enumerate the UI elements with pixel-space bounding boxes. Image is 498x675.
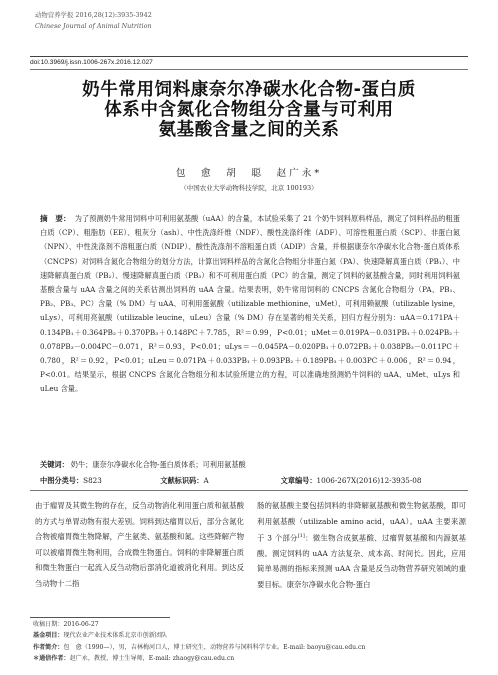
abstract bbox=[40, 212, 460, 397]
body-rule bbox=[30, 490, 468, 491]
fund-label: 基金项目： bbox=[33, 632, 64, 640]
footnote-rule bbox=[30, 617, 170, 618]
abstract-label: 摘 要： bbox=[40, 214, 71, 223]
citation-ref[interactable]: [1] bbox=[297, 533, 305, 539]
title-line-3: 氨基酸含量之间的关系 bbox=[158, 120, 340, 140]
journal-name-en: Chinese Journal of Animal Nutrition bbox=[35, 22, 152, 30]
author-list: 包 愈 胡 聪 赵广永* bbox=[175, 168, 323, 179]
header-rule bbox=[30, 56, 468, 57]
author-bio-text: 包 愈（1990—），男，吉林梅河口人，博士研究生，动物营养与饲料科学专业。E-mail: baoyu@cau.edu.cn bbox=[63, 643, 366, 651]
body-column-left bbox=[35, 498, 244, 591]
keywords-label: 关键词： bbox=[40, 460, 69, 469]
article-no-value: 1006-267X(2016)12-3935-08 bbox=[316, 476, 422, 485]
corresponding-label: ＊通信作者： bbox=[33, 654, 70, 662]
title-line-2: 体系中含氮化合物组分含量与可利用 bbox=[104, 100, 394, 120]
journal-name-cn: 动物营养学报 2016,28(12):3935-3942 bbox=[35, 11, 152, 19]
article-no-label: 文章编号： bbox=[280, 476, 317, 485]
doc-code-label: 文献标识码： bbox=[160, 476, 204, 485]
abstract-text: 为了预测奶牛常用饲料中可利用氨基酸（uAA）的含量，本试验采集了 21 个奶牛饲料原料样品，测定了饲料样品的粗蛋白质（CP）、粗脂肪（EE）、粗灰分（ash）、中性洗涤纤维（NDF）、酸性洗涤纤维（ADF）、可溶性粗蛋白质（SCP）、非蛋白氮（NPN）、中性洗涤剂不溶粗蛋白质（NDIP）、酸性洗涤剂不溶粗蛋白质（ADIP）含量，并根据康奈尔净碳水化合物-蛋白质体系（CNCPS）对饲料含氮化合物组分的划分方法，计算出饲料样品的含氮化合物组分非蛋白氮（PA）、快速降解真蛋白质（PB₁）、中速降解真蛋白质（PB₂）、慢速降解真蛋白质（PB₃）和不可利用蛋白质（PC）的含量，测定了饲料的氨基酸含量，同时利用饲料氨基酸含量与 uAA 含量之间的关系估测出饲料的 uAA 含量。结果表明，奶牛常用饲料的 CNCPS 含氮化合物组分（PA、PB₁、PB₂、PB₃、PC）含量（% DM）与 uAA、可利用蛋氨酸（utilizable methionine，uMet）、可利用赖氨酸（utilizable lysine，uLys）、可利用亮氨酸（utilizable leucine，uLeu）含量（% DM）存在显著的相关关系，回归方程分别为：uAA＝0.171PA＋0.134PB₁＋0.364PB₂＋0.370PB₃＋0.148PC＋7.785，R²＝0.99，P<0.01；uMet＝0.019PA－0.031PB₁＋0.024PB₂＋0.078PB₃－0.004PC－0.071，R²＝0.93，P<0.01；uLys＝－0.045PA－0.020PB₁＋0.072PB₂＋0.038PB₃－0.011PC＋0.780，R²＝0.92，P<0.01；uLeu＝0.071PA＋0.033PB₁＋0.093PB₂＋0.189PB₃＋0.003PC＋0.006，R²＝0.94，P<0.01。结果显示，根据 CNCPS 含氮化合物组分和本试验所建立的方程，可以准确地预测奶牛饲料的 uAA、uMet、uLys 和 uLeu 含量。 bbox=[40, 214, 460, 394]
title-line-1: 奶牛常用饲料康奈尔净碳水化合物-蛋白质 bbox=[82, 80, 416, 100]
body-text-left: 由于瘤胃及其微生物的存在，反刍动物消化利用蛋白质和氨基酸的方式与单胃动物有很大差别。饲料到达瘤胃以后，部分含氮化合物被瘤胃微生物降解，产生氨类、氨基酸和氮。这些降解产物可以被瘤胃微生物利用，合成微生物蛋白。饲料的非降解蛋白质和微生物蛋白一起流入反刍动物后部消化道被消化利用。到达反刍动物十二指 bbox=[35, 501, 244, 588]
keywords bbox=[40, 460, 460, 470]
body-text-right-a: 肠的氨基酸主要包括饲料的非降解氨基酸和微生物氨基酸，即可利用氨基酸（utilizable amino acid，uAA）。uAA 主要来源于 3 个部分 bbox=[257, 501, 466, 543]
doi-line[interactable]: doi:10.3969/j.issn.1006-267x.2016.12.027 bbox=[30, 59, 153, 66]
corresponding-text: 赵广永，教授，博士生导师，E-mail: zhaogy@cau.edu.cn bbox=[69, 654, 235, 662]
footnotes bbox=[33, 619, 365, 664]
clc-label: 中图分类号： bbox=[40, 476, 84, 485]
doc-code-value: A bbox=[203, 476, 209, 485]
fund-text: 现代农业产业技术体系北京市创新团队 bbox=[63, 632, 168, 640]
journal-header bbox=[35, 10, 152, 32]
doi-rule bbox=[30, 69, 468, 70]
classification-line bbox=[40, 476, 460, 486]
paper-title bbox=[30, 80, 468, 140]
body-column-right bbox=[257, 498, 466, 592]
keywords-text: 奶牛；康奈尔净碳水化合物-蛋白质体系；可利用氨基酸 bbox=[70, 460, 246, 469]
received-date: 收稿日期：2016-06-27 bbox=[33, 621, 99, 628]
body-text-right-b: ：微生物合成氨基酸、过瘤胃氨基酸和内源氨基酸。测定饲料的 uAA 方法复杂、成本高、时间长。因此，应用简单易测的指标来预测 uAA 含量是反刍动物营养研究领域的重要目标。康奈尔净碳水化合物-蛋白 bbox=[257, 533, 466, 589]
author-bio-label: 作者简介： bbox=[33, 643, 64, 651]
clc-value: S823 bbox=[83, 476, 102, 485]
affiliation: （中国农业大学动物科技学院，北京 100193） bbox=[180, 184, 318, 192]
